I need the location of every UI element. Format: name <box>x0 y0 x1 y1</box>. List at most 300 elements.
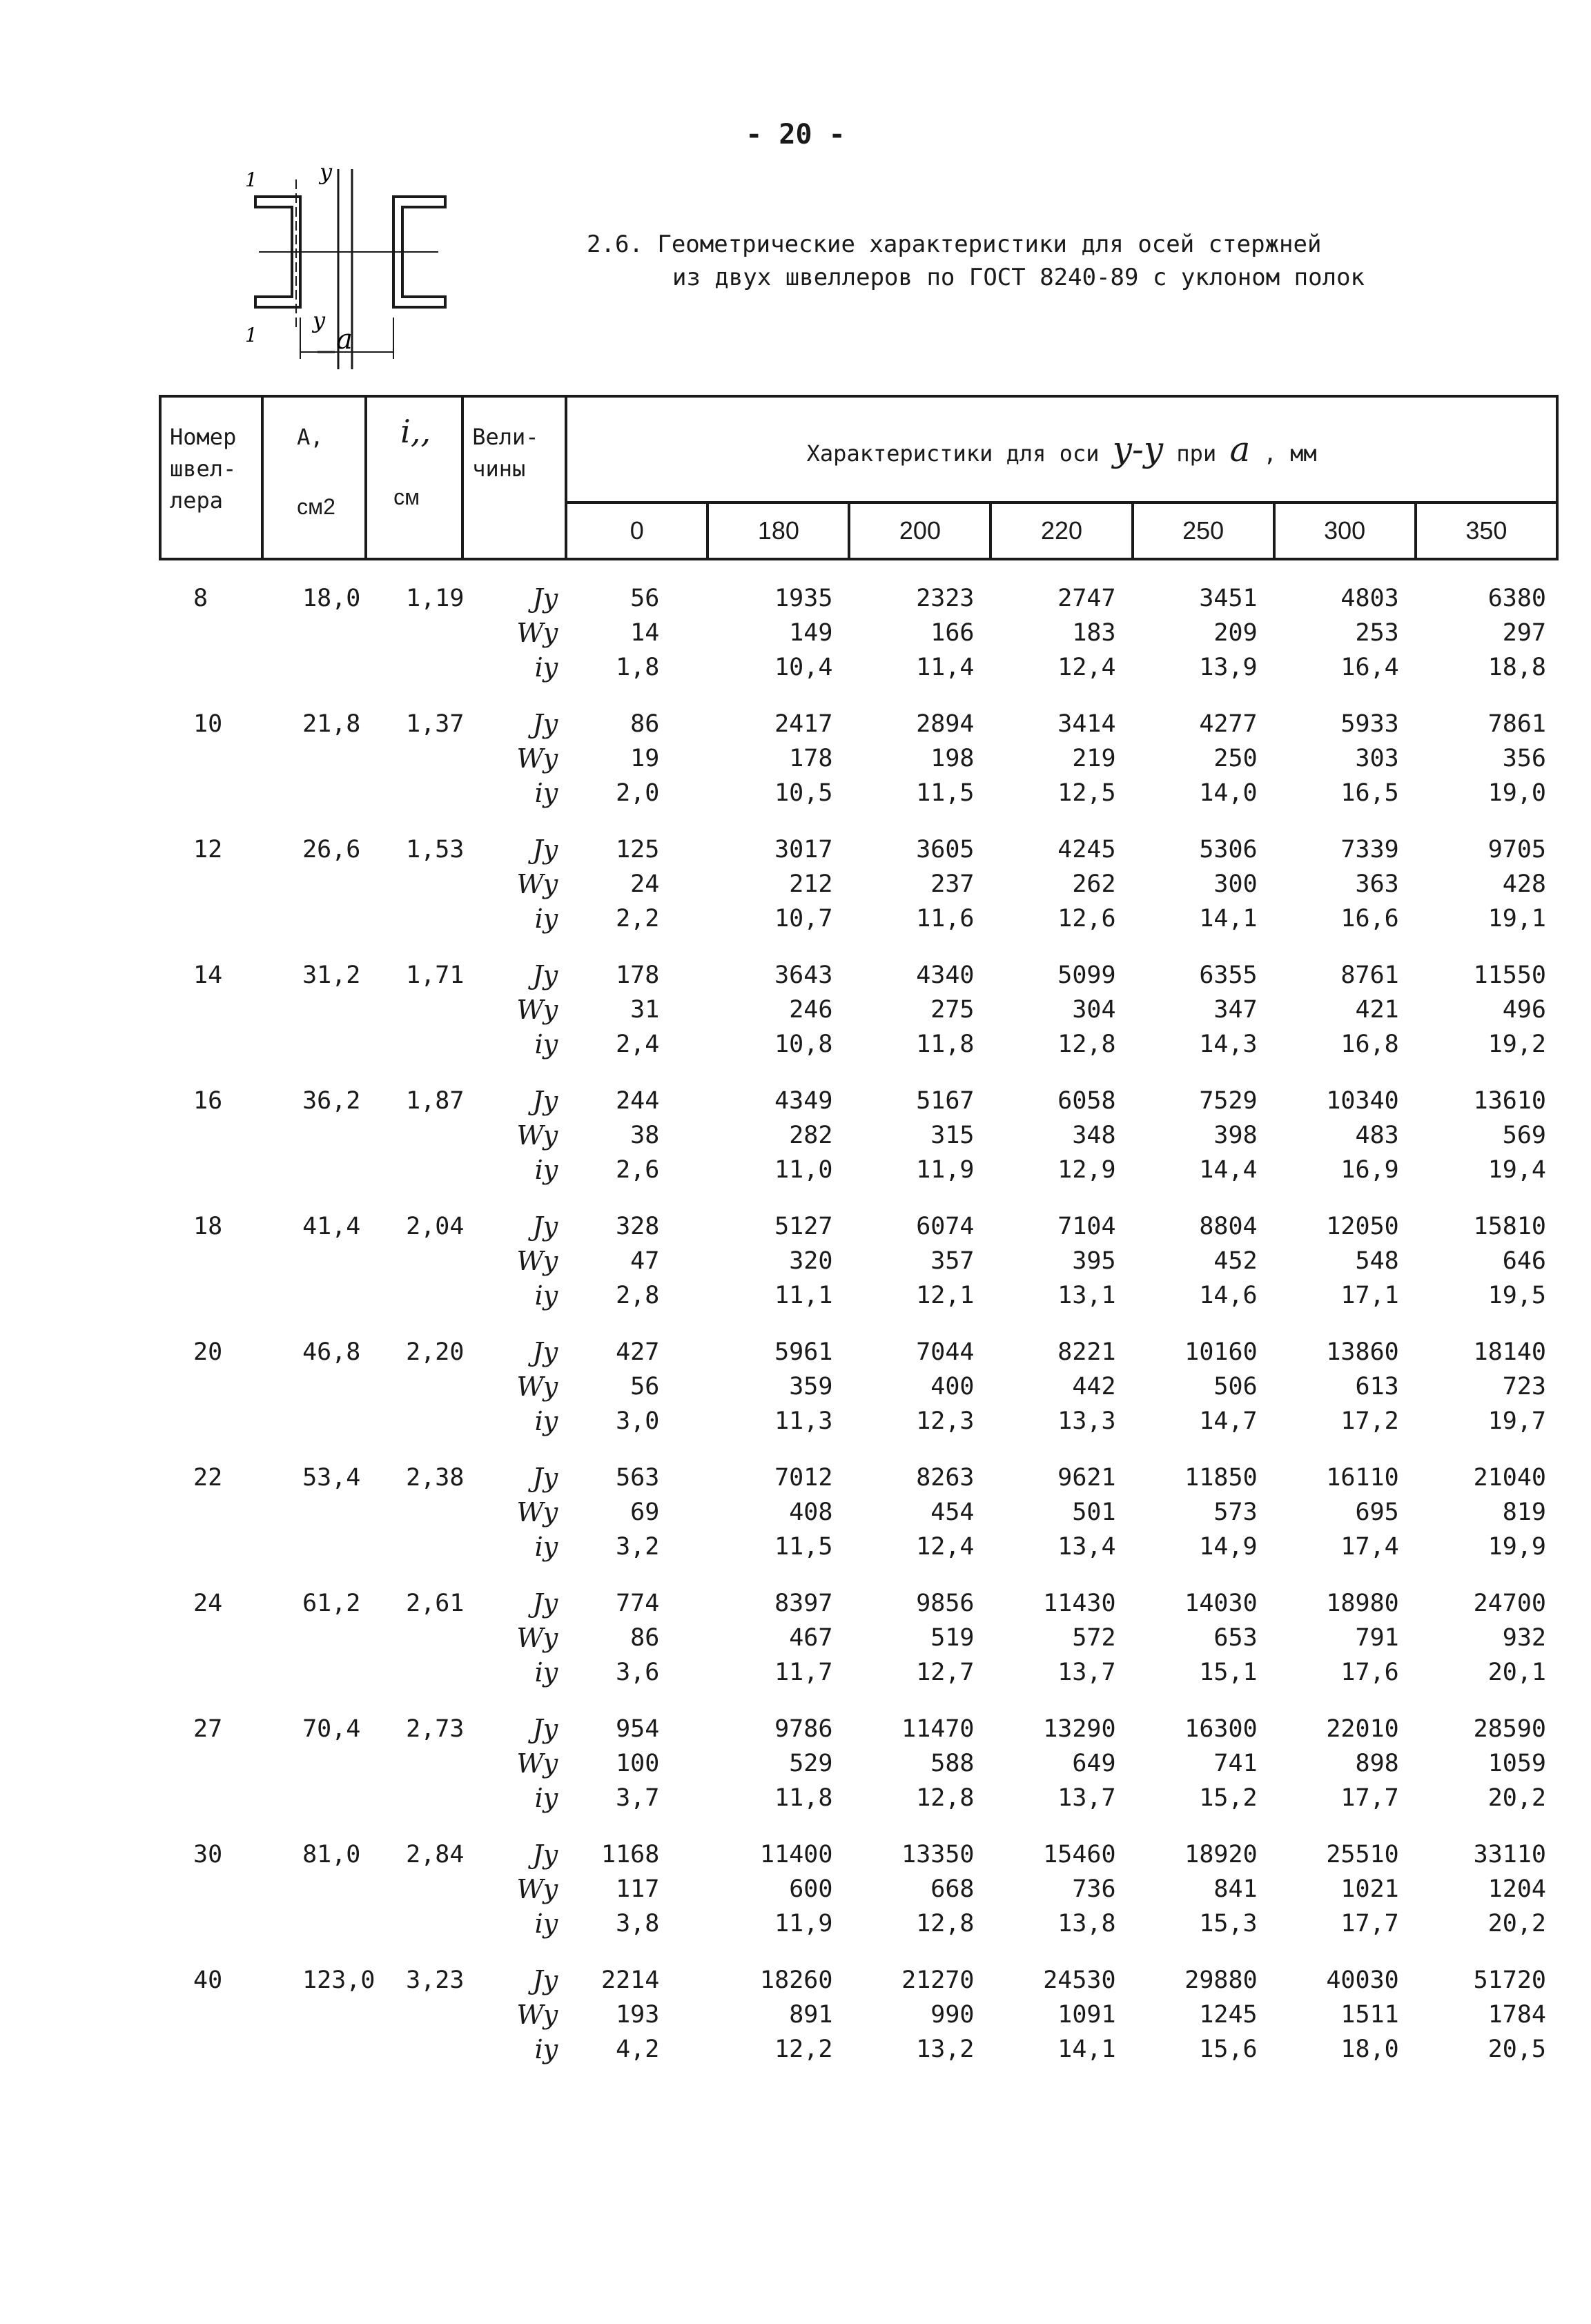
cell-value: 328 <box>616 1213 660 1240</box>
value-a-220 <box>990 696 1132 821</box>
cell-value: 13,7 <box>1057 1784 1116 1812</box>
cell-value: 483 <box>1355 1122 1399 1149</box>
value-a-180 <box>707 1449 849 1575</box>
area-value: 41,4 <box>302 1213 361 1240</box>
quantity-label: Jy <box>532 709 558 739</box>
cell-value: 11,7 <box>774 1659 833 1686</box>
value-a-0 <box>566 1826 707 1952</box>
cell-value: 15,3 <box>1199 1910 1258 1937</box>
cell-value: 2417 <box>774 710 833 738</box>
quantity-label: iy <box>534 1155 558 1185</box>
cell-value: 19 <box>630 745 660 772</box>
cell-value: 315 <box>930 1122 975 1149</box>
value-a-300 <box>1274 1826 1416 1952</box>
quantity-labels <box>462 1701 566 1826</box>
cell-value: 282 <box>789 1122 833 1149</box>
cell-value: 548 <box>1355 1247 1399 1275</box>
quantity-label: Jy <box>532 1463 558 1493</box>
cell-value: 237 <box>930 870 975 898</box>
value-a-250 <box>1133 1575 1274 1701</box>
quantity-label: Wy <box>516 869 558 899</box>
cell-value: 5306 <box>1199 836 1258 863</box>
cell-value: 1511 <box>1340 2001 1399 2029</box>
cell-value: 246 <box>789 996 833 1024</box>
cell-value: 467 <box>789 1624 833 1652</box>
cell-value: 8804 <box>1199 1213 1258 1240</box>
quantity-label: iy <box>534 652 558 683</box>
quantity-label: Wy <box>516 1120 558 1151</box>
value-a-300 <box>1274 559 1416 696</box>
cell-value: 40030 <box>1326 1966 1399 1994</box>
area-value: 123,0 <box>302 1966 375 1994</box>
cell-value: 398 <box>1213 1122 1258 1149</box>
cell-value: 569 <box>1502 1122 1546 1149</box>
cell-value: 16,6 <box>1340 905 1399 932</box>
cell-value: 428 <box>1502 870 1546 898</box>
cell-value: 421 <box>1355 996 1399 1024</box>
value-a-220 <box>990 1449 1132 1575</box>
cell-value: 47 <box>630 1247 660 1275</box>
radius-value: 2,20 <box>406 1338 465 1366</box>
channel-number: 22 <box>193 1464 223 1492</box>
value-a-220 <box>990 1073 1132 1198</box>
channel-number: 12 <box>193 836 223 863</box>
channel-number: 40 <box>193 1966 223 1994</box>
cell-value: 395 <box>1072 1247 1116 1275</box>
cell-value: 736 <box>1072 1875 1116 1903</box>
quantity-labels <box>462 696 566 821</box>
area-value: 18,0 <box>302 585 361 612</box>
cell-value: 400 <box>930 1373 975 1400</box>
header-a-value: 200 <box>849 502 990 559</box>
cell-value: 12,7 <box>916 1659 975 1686</box>
value-a-0 <box>566 1324 707 1449</box>
cell-value: 519 <box>930 1624 975 1652</box>
cell-value: 31 <box>630 996 660 1024</box>
quantity-label: Wy <box>516 1874 558 1904</box>
cell-value: 8263 <box>916 1464 975 1492</box>
cell-value: 3605 <box>916 836 975 863</box>
value-a-200 <box>849 947 990 1073</box>
cell-value: 18260 <box>760 1966 833 1994</box>
table-row <box>160 696 1557 821</box>
cell-value: 12,9 <box>1057 1156 1116 1184</box>
value-a-0 <box>566 1073 707 1198</box>
cell-value: 12,4 <box>1057 654 1116 681</box>
value-a-250 <box>1133 1073 1274 1198</box>
value-a-220 <box>990 1324 1132 1449</box>
cell-value: 304 <box>1072 996 1116 1024</box>
channel-number: 14 <box>193 961 223 989</box>
radius-value: 2,73 <box>406 1715 465 1743</box>
header-a-value: 300 <box>1274 502 1416 559</box>
cell-value: 573 <box>1213 1498 1258 1526</box>
cell-value: 8221 <box>1057 1338 1116 1366</box>
cell-value: 19,1 <box>1487 905 1546 932</box>
cell-value: 69 <box>630 1498 660 1526</box>
cell-value: 563 <box>616 1464 660 1492</box>
cell-value: 11,1 <box>774 1282 833 1309</box>
value-a-180 <box>707 1701 849 1826</box>
quantity-label: iy <box>534 1280 558 1311</box>
cell-value: 11470 <box>901 1715 975 1743</box>
header-quantities <box>462 396 566 559</box>
cell-value: 11,0 <box>774 1156 833 1184</box>
value-a-0 <box>566 1198 707 1324</box>
quantity-labels <box>462 1198 566 1324</box>
cell-value: 741 <box>1213 1750 1258 1777</box>
cell-value: 496 <box>1502 996 1546 1024</box>
cell-value: 695 <box>1355 1498 1399 1526</box>
value-a-220 <box>990 1826 1132 1952</box>
quantity-label: Jy <box>532 1086 558 1116</box>
quantity-label: iy <box>534 1029 558 1060</box>
channel-number: 16 <box>193 1087 223 1115</box>
channel-number: 8 <box>193 585 208 612</box>
cell-value: 11850 <box>1184 1464 1258 1492</box>
cell-value: 253 <box>1355 619 1399 647</box>
cell-value: 2,4 <box>616 1031 660 1058</box>
cell-value: 244 <box>616 1087 660 1115</box>
cell-value: 653 <box>1213 1624 1258 1652</box>
cell-value: 954 <box>616 1715 660 1743</box>
header-area <box>262 396 366 559</box>
value-a-350 <box>1416 1826 1557 1952</box>
quantity-label: Jy <box>532 583 558 614</box>
cell-value: 891 <box>789 2001 833 2029</box>
cell-value: 18140 <box>1473 1338 1546 1366</box>
value-a-200 <box>849 1701 990 1826</box>
cell-value: 18,0 <box>1340 2035 1399 2063</box>
cell-value: 19,4 <box>1487 1156 1546 1184</box>
cell-value: 4803 <box>1340 585 1399 612</box>
cell-value: 7044 <box>916 1338 975 1366</box>
value-a-200 <box>849 696 990 821</box>
cell-value: 300 <box>1213 870 1258 898</box>
value-a-180 <box>707 1826 849 1952</box>
cell-value: 9856 <box>916 1590 975 1617</box>
header-channel-number <box>160 396 262 559</box>
quantity-label: iy <box>534 904 558 934</box>
cell-value: 348 <box>1072 1122 1116 1149</box>
value-a-250 <box>1133 947 1274 1073</box>
cell-value: 303 <box>1355 745 1399 772</box>
cell-value: 183 <box>1072 619 1116 647</box>
header-area-unit: см2 <box>297 494 335 519</box>
cell-value: 2747 <box>1057 585 1116 612</box>
quantity-label: Jy <box>532 1211 558 1242</box>
value-a-350 <box>1416 1575 1557 1701</box>
cell-value: 646 <box>1502 1247 1546 1275</box>
cell-value: 14,7 <box>1199 1407 1258 1435</box>
cell-value: 100 <box>616 1750 660 1777</box>
radius-value: 2,84 <box>406 1841 465 1868</box>
quantity-label: Wy <box>516 618 558 648</box>
value-a-220 <box>990 1952 1132 2078</box>
cell-value: 14,1 <box>1057 2035 1116 2063</box>
value-a-220 <box>990 1701 1132 1826</box>
cell-value: 11550 <box>1473 961 1546 989</box>
cell-value: 14,0 <box>1199 779 1258 807</box>
cell-value: 17,2 <box>1340 1407 1399 1435</box>
cell-value: 13610 <box>1473 1087 1546 1115</box>
header-radius-unit: см <box>393 485 420 509</box>
value-a-0 <box>566 821 707 947</box>
channel-number: 10 <box>193 710 223 738</box>
quantity-label: iy <box>534 1908 558 1939</box>
cell-value: 13,2 <box>916 2035 975 2063</box>
cell-value: 16110 <box>1326 1464 1399 1492</box>
cell-value: 29880 <box>1184 1966 1258 1994</box>
quantity-label: Wy <box>516 1246 558 1276</box>
cell-value: 529 <box>789 1750 833 1777</box>
quantity-label: iy <box>534 1657 558 1688</box>
cell-value: 10340 <box>1326 1087 1399 1115</box>
header-a-value: 350 <box>1416 502 1557 559</box>
cell-value: 10,4 <box>774 654 833 681</box>
cell-value: 1091 <box>1057 2001 1116 2029</box>
cell-value: 347 <box>1213 996 1258 1024</box>
cell-value: 10160 <box>1184 1338 1258 1366</box>
cell-value: 3,8 <box>616 1910 660 1937</box>
value-a-180 <box>707 1575 849 1701</box>
quantity-labels <box>462 1826 566 1952</box>
value-a-300 <box>1274 1198 1416 1324</box>
cell-value: 19,9 <box>1487 1533 1546 1561</box>
cell-value: 209 <box>1213 619 1258 647</box>
cell-value: 2,0 <box>616 779 660 807</box>
cell-value: 4277 <box>1199 710 1258 738</box>
cell-value: 10,8 <box>774 1031 833 1058</box>
header-a-value: 220 <box>990 502 1132 559</box>
value-a-220 <box>990 559 1132 696</box>
cell-value: 56 <box>630 1373 660 1400</box>
cell-value: 5099 <box>1057 961 1116 989</box>
cell-value: 20,5 <box>1487 2035 1546 2063</box>
cell-value: 723 <box>1502 1373 1546 1400</box>
cell-value: 20,2 <box>1487 1910 1546 1937</box>
radius-value: 2,61 <box>406 1590 465 1617</box>
value-a-200 <box>849 1826 990 1952</box>
cell-value: 452 <box>1213 1247 1258 1275</box>
cell-value: 19,7 <box>1487 1407 1546 1435</box>
radius-value: 1,53 <box>406 836 465 863</box>
quantity-labels <box>462 559 566 696</box>
value-a-0 <box>566 1952 707 2078</box>
channel-number: 20 <box>193 1338 223 1366</box>
radius-value: 2,04 <box>406 1213 465 1240</box>
quantity-label: iy <box>534 1532 558 1562</box>
cell-value: 19,2 <box>1487 1031 1546 1058</box>
cell-value: 501 <box>1072 1498 1116 1526</box>
quantity-label: Wy <box>516 1748 558 1779</box>
cell-value: 275 <box>930 996 975 1024</box>
value-a-350 <box>1416 1701 1557 1826</box>
value-a-250 <box>1133 1952 1274 2078</box>
cell-value: 649 <box>1072 1750 1116 1777</box>
table-row <box>160 947 1557 1073</box>
radius-value: 1,19 <box>406 585 465 612</box>
cell-value: 668 <box>930 1875 975 1903</box>
header-group-axis: y-y <box>1112 429 1164 469</box>
value-a-350 <box>1416 1449 1557 1575</box>
value-a-180 <box>707 947 849 1073</box>
quantity-labels <box>462 1575 566 1701</box>
value-a-300 <box>1274 947 1416 1073</box>
radius-value: 1,37 <box>406 710 465 738</box>
header-group-unit: , мм <box>1263 440 1317 467</box>
cell-value: 33110 <box>1473 1841 1546 1868</box>
cell-value: 5167 <box>916 1087 975 1115</box>
cell-value: 10,5 <box>774 779 833 807</box>
quantity-label: Jy <box>532 960 558 990</box>
cell-value: 442 <box>1072 1373 1116 1400</box>
cell-value: 990 <box>930 2001 975 2029</box>
cell-value: 11430 <box>1043 1590 1116 1617</box>
cell-value: 1021 <box>1340 1875 1399 1903</box>
value-a-250 <box>1133 696 1274 821</box>
cell-value: 9705 <box>1487 836 1546 863</box>
cell-value: 16,4 <box>1340 654 1399 681</box>
cell-value: 11,5 <box>774 1533 833 1561</box>
value-a-200 <box>849 1449 990 1575</box>
cell-value: 3,2 <box>616 1533 660 1561</box>
cell-value: 572 <box>1072 1624 1116 1652</box>
cell-value: 86 <box>630 1624 660 1652</box>
cell-value: 16300 <box>1184 1715 1258 1743</box>
cell-value: 6380 <box>1487 585 1546 612</box>
cell-value: 4,2 <box>616 2035 660 2063</box>
value-a-180 <box>707 1073 849 1198</box>
cell-value: 2,6 <box>616 1156 660 1184</box>
cell-value: 38 <box>630 1122 660 1149</box>
value-a-350 <box>1416 947 1557 1073</box>
value-a-200 <box>849 1952 990 2078</box>
value-a-200 <box>849 1198 990 1324</box>
cell-value: 8761 <box>1340 961 1399 989</box>
cell-value: 6355 <box>1199 961 1258 989</box>
cell-value: 250 <box>1213 745 1258 772</box>
table-row <box>160 559 1557 696</box>
header-radius <box>366 396 462 559</box>
cell-value: 2,2 <box>616 905 660 932</box>
cell-value: 166 <box>930 619 975 647</box>
cell-value: 12050 <box>1326 1213 1399 1240</box>
cell-value: 297 <box>1502 619 1546 647</box>
cell-value: 5961 <box>774 1338 833 1366</box>
value-a-180 <box>707 1198 849 1324</box>
cell-value: 13290 <box>1043 1715 1116 1743</box>
cell-value: 14,1 <box>1199 905 1258 932</box>
cell-value: 4245 <box>1057 836 1116 863</box>
cell-value: 11,8 <box>916 1031 975 1058</box>
cell-value: 613 <box>1355 1373 1399 1400</box>
quantity-labels <box>462 1073 566 1198</box>
cell-value: 12,4 <box>916 1533 975 1561</box>
cell-value: 2323 <box>916 585 975 612</box>
cell-value: 1245 <box>1199 2001 1258 2029</box>
table-row <box>160 1073 1557 1198</box>
header-a-value: 250 <box>1133 502 1274 559</box>
cell-value: 125 <box>616 836 660 863</box>
quantity-label: Jy <box>532 1337 558 1367</box>
cell-value: 2214 <box>601 1966 660 1994</box>
table-row <box>160 1324 1557 1449</box>
quantity-labels <box>462 947 566 1073</box>
cell-value: 13350 <box>901 1841 975 1868</box>
cell-value: 20,1 <box>1487 1659 1546 1686</box>
channel-properties-table <box>159 395 1559 2078</box>
cell-value: 7104 <box>1057 1213 1116 1240</box>
cell-value: 21270 <box>901 1966 975 1994</box>
cell-value: 15460 <box>1043 1841 1116 1868</box>
table-row <box>160 1826 1557 1952</box>
quantity-label: Wy <box>516 1497 558 1527</box>
cell-value: 13860 <box>1326 1338 1399 1366</box>
cell-value: 17,7 <box>1340 1910 1399 1937</box>
cell-value: 24 <box>630 870 660 898</box>
cell-value: 11,5 <box>916 779 975 807</box>
area-value: 81,0 <box>302 1841 361 1868</box>
cell-value: 7861 <box>1487 710 1546 738</box>
cell-value: 193 <box>616 2001 660 2029</box>
cell-value: 21040 <box>1473 1464 1546 1492</box>
cell-value: 20,2 <box>1487 1784 1546 1812</box>
cell-value: 5127 <box>774 1213 833 1240</box>
cell-value: 588 <box>930 1750 975 1777</box>
cell-value: 3017 <box>774 836 833 863</box>
quantity-label: Wy <box>516 1623 558 1653</box>
cell-value: 12,8 <box>916 1784 975 1812</box>
cell-value: 16,9 <box>1340 1156 1399 1184</box>
quantity-label: iy <box>534 778 558 808</box>
diagram-label-1-top: 1 <box>245 168 257 191</box>
cell-value: 15,1 <box>1199 1659 1258 1686</box>
cell-value: 17,1 <box>1340 1282 1399 1309</box>
diagram-label-a: a <box>336 324 353 355</box>
cell-value: 506 <box>1213 1373 1258 1400</box>
radius-value: 1,87 <box>406 1087 465 1115</box>
quantity-labels <box>462 1324 566 1449</box>
cell-value: 357 <box>930 1247 975 1275</box>
cell-value: 6058 <box>1057 1087 1116 1115</box>
quantity-label: iy <box>534 2034 558 2064</box>
cell-value: 1784 <box>1487 2001 1546 2029</box>
cell-value: 12,2 <box>774 2035 833 2063</box>
cell-value: 14,6 <box>1199 1282 1258 1309</box>
cell-value: 13,3 <box>1057 1407 1116 1435</box>
cell-value: 600 <box>789 1875 833 1903</box>
quantity-label: Wy <box>516 2000 558 2030</box>
table-row <box>160 1952 1557 2078</box>
value-a-200 <box>849 1575 990 1701</box>
quantity-label: Jy <box>532 1839 558 1870</box>
cell-value: 86 <box>630 710 660 738</box>
quantity-label: Wy <box>516 1371 558 1402</box>
area-value: 36,2 <box>302 1087 361 1115</box>
cell-value: 25510 <box>1326 1841 1399 1868</box>
value-a-220 <box>990 1575 1132 1701</box>
value-a-180 <box>707 559 849 696</box>
value-a-220 <box>990 947 1132 1073</box>
cell-value: 11,4 <box>916 654 975 681</box>
value-a-0 <box>566 1701 707 1826</box>
cell-value: 841 <box>1213 1875 1258 1903</box>
quantity-labels <box>462 1952 566 2078</box>
cell-value: 117 <box>616 1875 660 1903</box>
cell-value: 408 <box>789 1498 833 1526</box>
cell-value: 12,8 <box>916 1910 975 1937</box>
